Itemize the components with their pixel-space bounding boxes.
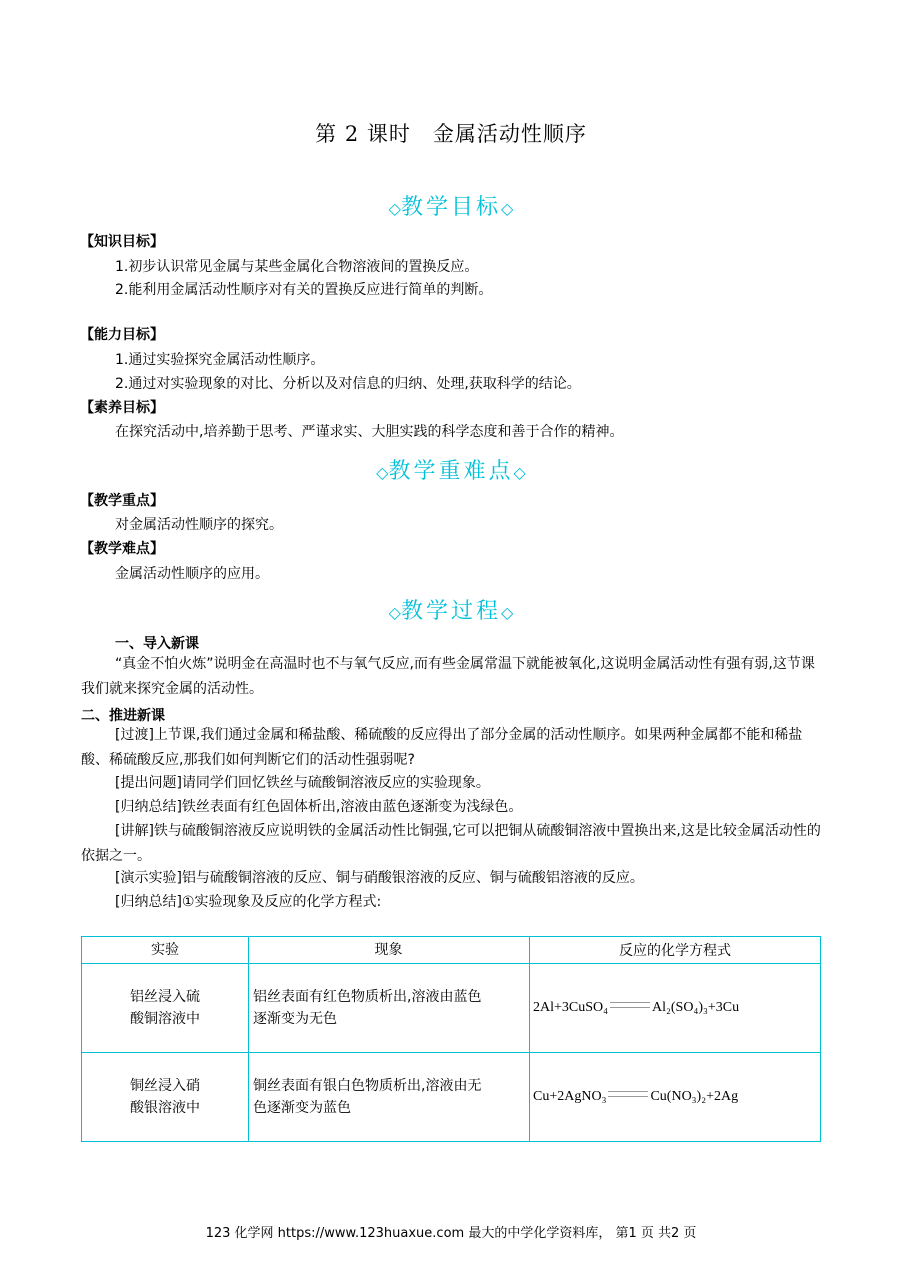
teaching-difficulty-text: 金属活动性顺序的应用。 [115,566,269,582]
knowledge-item-1: 1.初步认识常见金属与某些金属化合物溶液间的置换反应。 [115,259,479,275]
table-header-experiment: 实验 [82,937,249,964]
ability-item-1: 1.通过实验探究金属活动性顺序。 [115,352,325,368]
diamond-icon: ◇ [501,199,514,218]
table-cell-equation [530,964,821,1053]
diamond-icon: ◇ [388,603,401,622]
equation-right: Al₂(SO₄)₃+3Cu [652,1000,740,1015]
diamond-icon: ◇ [513,463,526,482]
cell-line: 逐渐变为无色 [253,1011,337,1027]
cell-line: 酸银溶液中 [130,1100,200,1116]
ability-item-2: 2.通过对实验现象的对比、分析以及对信息的归纳、处理,获取科学的结论。 [115,376,581,392]
literacy-text: 在探究活动中,培养勤于思考、严谨求实、大胆实践的科学态度和善于合作的精神。 [115,424,624,440]
section-keypoints-heading [0,454,902,485]
table-cell-experiment [82,1053,249,1142]
table-cell-phenomenon [249,1053,530,1142]
process-heading-2: 二、推进新课 [81,708,165,724]
table-cell-phenomenon [249,964,530,1053]
equals-sign [608,1091,648,1097]
equation-left: Cu+2AgNO₃ [533,1089,607,1104]
process-paragraph-transition: [过渡]上节课,我们通过金属和稀盐酸、稀硫酸的反应得出了部分金属的活动性顺序。如果两种金属都不能和稀盐酸、稀硫酸反应,那我们如何判断它们的活动性强弱呢? [81,727,803,768]
diamond-icon: ◇ [376,463,389,482]
section-process-label: 教学过程 [400,599,501,624]
process-paragraph-question: [提出问题]请同学们回忆铁丝与硫酸铜溶液反应的实验现象。 [115,775,490,791]
process-paragraph-demo: [演示实验]铝与硫酸铜溶液的反应、铜与硝酸银溶液的反应、铜与硫酸铝溶液的反应。 [115,870,644,886]
teaching-difficulty-label: 【教学难点】 [80,541,164,557]
literacy-objective-label: 【素养目标】 [80,400,164,416]
table-cell-equation [530,1053,821,1142]
process-paragraph-explanation: [讲解]铁与硫酸铜溶液反应说明铁的金属活动性比铜强,它可以把铜从硫酸铜溶液中置换出来,这是比较金属活动性的依据之一。 [81,823,821,864]
table-header-equation: 反应的化学方程式 [530,937,821,964]
page-title: 第 2 课时 金属活动性顺序 [315,122,587,146]
process-paragraph-intro: “真金不怕火炼”说明金在高温时也不与氧气反应,而有些金属常温下就能被氧化,这说明金属活动性有强有弱,这节课我们就来探究金属的活动性。 [81,656,815,697]
section-keypoints-label: 教学重难点 [388,459,514,484]
section-objectives-heading [0,190,902,221]
teaching-focus-text: 对金属活动性顺序的探究。 [115,517,283,533]
diamond-icon: ◇ [388,199,401,218]
table-row [82,964,821,1053]
process-paragraph-summary-2: [归纳总结]①实验现象及反应的化学方程式: [115,894,382,910]
table-row [82,1053,821,1142]
equals-sign [610,1002,650,1008]
table-header-phenomenon: 现象 [249,937,530,964]
cell-line: 酸铜溶液中 [130,1011,200,1027]
equation-left: 2Al+3CuSO₄ [533,1000,609,1015]
section-objectives-label: 教学目标 [400,195,501,220]
page-footer: 123 化学网 https://www.123huaxue.com 最大的中学化学资料库， 第1 页 共2 页 [205,1226,697,1241]
knowledge-objective-label: 【知识目标】 [80,234,164,250]
table-cell-experiment [82,964,249,1053]
teaching-focus-label: 【教学重点】 [80,493,164,509]
process-heading-1: 一、导入新课 [115,636,199,652]
equation-right: Cu(NO₃)₂+2Ag [650,1089,739,1104]
process-paragraph-summary-1: [归纳总结]铁丝表面有红色固体析出,溶液由蓝色逐渐变为浅绿色。 [115,799,523,815]
cell-line: 铝丝表面有红色物质析出,溶液由蓝色 [253,989,482,1005]
section-process-heading [0,594,902,625]
cell-line: 铜丝表面有银白色物质析出,溶液由无 [253,1078,482,1094]
diamond-icon: ◇ [501,603,514,622]
table-header-row [82,937,821,964]
reaction-table [81,936,821,1142]
cell-line: 铝丝浸入硫 [130,989,200,1005]
knowledge-item-2: 2.能利用金属活动性顺序对有关的置换反应进行简单的判断。 [115,282,493,298]
cell-line: 色逐渐变为蓝色 [253,1100,351,1116]
cell-line: 铜丝浸入硝 [130,1078,200,1094]
ability-objective-label: 【能力目标】 [80,327,164,343]
